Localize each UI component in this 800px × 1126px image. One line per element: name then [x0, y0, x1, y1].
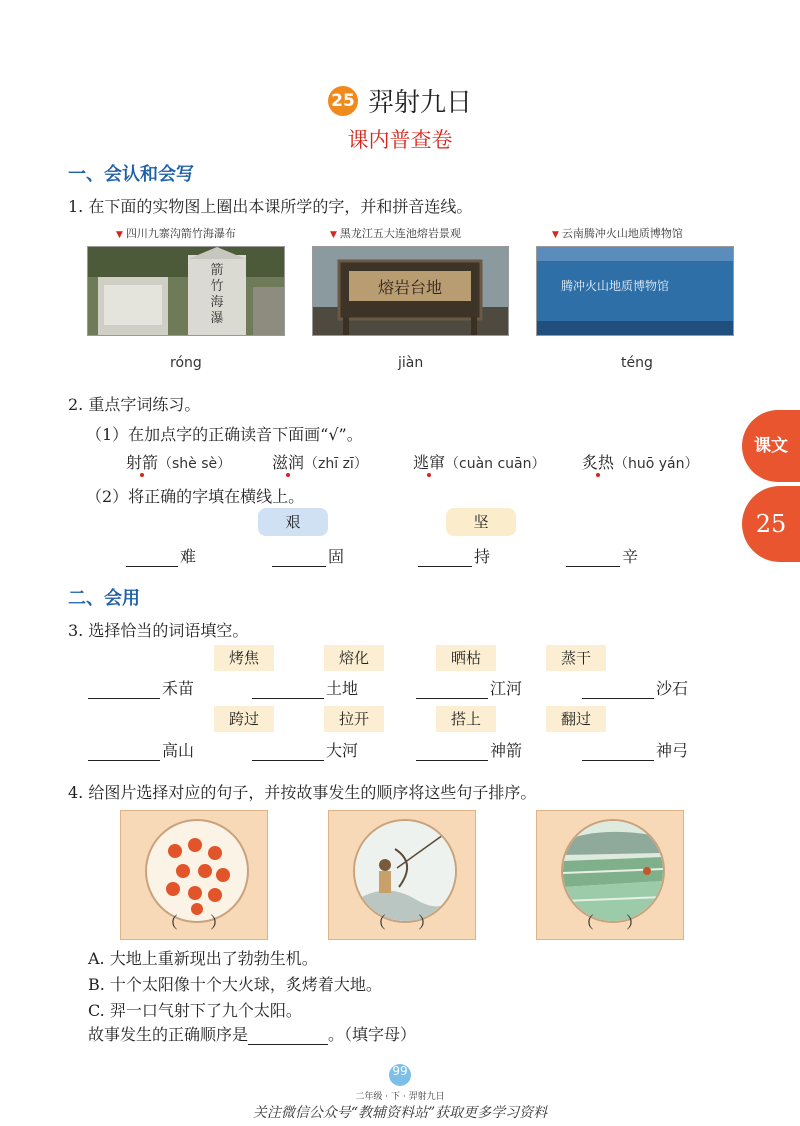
reading-item-2[interactable]: 滋润（zhī zī）: [272, 453, 368, 472]
question-3: 3. 选择恰当的词语填空。: [68, 621, 249, 640]
question-2-part-1: （1）在加点字的正确读音下面画“√”。: [86, 425, 363, 444]
word-blank-5[interactable]: [88, 740, 160, 761]
side-tab-number[interactable]: 25: [742, 486, 800, 562]
photo-museum-sign[interactable]: [536, 246, 734, 336]
order-answer-prefix: 故事发生的正确顺序是: [88, 1025, 249, 1044]
word-blank-6[interactable]: [252, 740, 324, 761]
blank-suffix-2: 固: [328, 547, 345, 566]
question-1: 1. 在下面的实物图上圈出本课所学的字，并和拼音连线。: [68, 197, 473, 216]
photo-caption-3: ▼ 云南腾冲火山地质博物馆: [552, 227, 683, 240]
word-option-8[interactable]: 翻过: [546, 706, 606, 732]
blank-suffix-3: 持: [474, 547, 491, 566]
word-option-4[interactable]: 蒸干: [546, 645, 606, 671]
question-2-part-2: （2）将正确的字填在横线上。: [86, 487, 305, 506]
photo-waterfall-stele[interactable]: [87, 246, 285, 336]
fill-blank-3[interactable]: [418, 546, 472, 567]
lava-sign-text: 熔岩台地: [377, 278, 442, 297]
story-picture-3[interactable]: [536, 810, 684, 940]
section-heading-2: 二、会用: [68, 588, 140, 609]
lesson-header: [0, 82, 800, 119]
pinyin-label-2[interactable]: jiàn: [398, 355, 424, 371]
reading-item-1[interactable]: 射箭（shè sè）: [126, 453, 232, 472]
story-picture-1[interactable]: [120, 810, 268, 940]
word-option-6[interactable]: 拉开: [324, 706, 384, 732]
picture-answer-3[interactable]: （ ）: [577, 913, 642, 932]
word-blank-8[interactable]: [582, 740, 654, 761]
side-tab-label[interactable]: 课文: [742, 410, 800, 482]
word-blank-4[interactable]: [582, 678, 654, 699]
fill-blank-4[interactable]: [566, 546, 620, 567]
pinyin-label-1[interactable]: róng: [170, 355, 202, 371]
fill-blank-2[interactable]: [272, 546, 326, 567]
order-answer-blank[interactable]: [248, 1028, 328, 1045]
sentence-option-c: C. 羿一口气射下了九个太阳。: [88, 1001, 302, 1020]
fields-illustration: [561, 819, 665, 923]
picture-answer-2[interactable]: （ ）: [369, 913, 434, 932]
reading-item-4[interactable]: 炙热（huō yán）: [582, 453, 699, 472]
word-target-3: 江河: [490, 679, 523, 698]
word-target-1: 禾苗: [162, 679, 195, 698]
word-option-7[interactable]: 搭上: [436, 706, 496, 732]
photo-caption-2: ▼ 黑龙江五大连池熔岩景观: [330, 227, 461, 240]
photo-lava-sign[interactable]: [312, 246, 509, 336]
char-chip-1[interactable]: 艰: [258, 508, 328, 536]
word-option-1[interactable]: 烤焦: [214, 645, 274, 671]
word-blank-2[interactable]: [252, 678, 324, 699]
pinyin-label-3[interactable]: téng: [621, 355, 653, 371]
word-target-6: 大河: [326, 741, 359, 760]
word-target-5: 高山: [162, 741, 195, 760]
stele-text: 箭竹海瀑: [210, 263, 224, 326]
lesson-number-badge: 25: [328, 86, 358, 116]
word-blank-1[interactable]: [88, 678, 160, 699]
char-chip-2[interactable]: 坚: [446, 508, 516, 536]
word-target-4: 沙石: [656, 679, 689, 698]
question-2: 2. 重点字词练习。: [68, 395, 201, 414]
section-heading-1: 一、会认和会写: [68, 164, 194, 185]
word-blank-7[interactable]: [416, 740, 488, 761]
page-subtitle: 课内普查卷: [347, 128, 453, 152]
word-option-2[interactable]: 熔化: [324, 645, 384, 671]
order-answer-line: [88, 1022, 416, 1045]
sentence-option-b: B. 十个太阳像十个大火球，炙烤着大地。: [88, 975, 382, 994]
fill-blank-1[interactable]: [126, 546, 178, 567]
ten-suns-illustration: [145, 819, 249, 923]
blank-suffix-1: 难: [180, 547, 197, 566]
question-4: 4. 给图片选择对应的句子，并按故事发生的顺序将这些句子排序。: [68, 783, 537, 802]
sentence-option-a: A. 大地上重新现出了勃勃生机。: [88, 949, 318, 968]
stele-photo-image: [88, 247, 284, 335]
order-answer-suffix: 。（填字母）: [328, 1025, 417, 1044]
archer-illustration: [353, 819, 457, 923]
word-target-8: 神弓: [656, 741, 689, 760]
blank-suffix-4: 辛: [622, 547, 639, 566]
photo-caption-1: ▼ 四川九寨沟箭竹海瀑布: [116, 227, 236, 240]
word-option-3[interactable]: 晒枯: [436, 645, 496, 671]
book-info: 二年级 · 下 · 羿射九日: [355, 1092, 445, 1102]
museum-sign-text: 腾冲火山地质博物馆: [561, 279, 670, 293]
word-target-2: 土地: [326, 679, 359, 698]
page-title: 羿射九日: [367, 88, 472, 118]
word-target-7: 神箭: [490, 741, 523, 760]
footer-notice: 关注微信公众号“教辅资料站”获取更多学习资料: [252, 1105, 548, 1121]
page-number: 99: [389, 1064, 411, 1086]
word-blank-3[interactable]: [416, 678, 488, 699]
picture-answer-1[interactable]: （ ）: [161, 913, 226, 932]
story-picture-2[interactable]: [328, 810, 476, 940]
word-option-5[interactable]: 跨过: [214, 706, 274, 732]
reading-item-3[interactable]: 逃窜（cuàn cuān）: [413, 453, 546, 472]
